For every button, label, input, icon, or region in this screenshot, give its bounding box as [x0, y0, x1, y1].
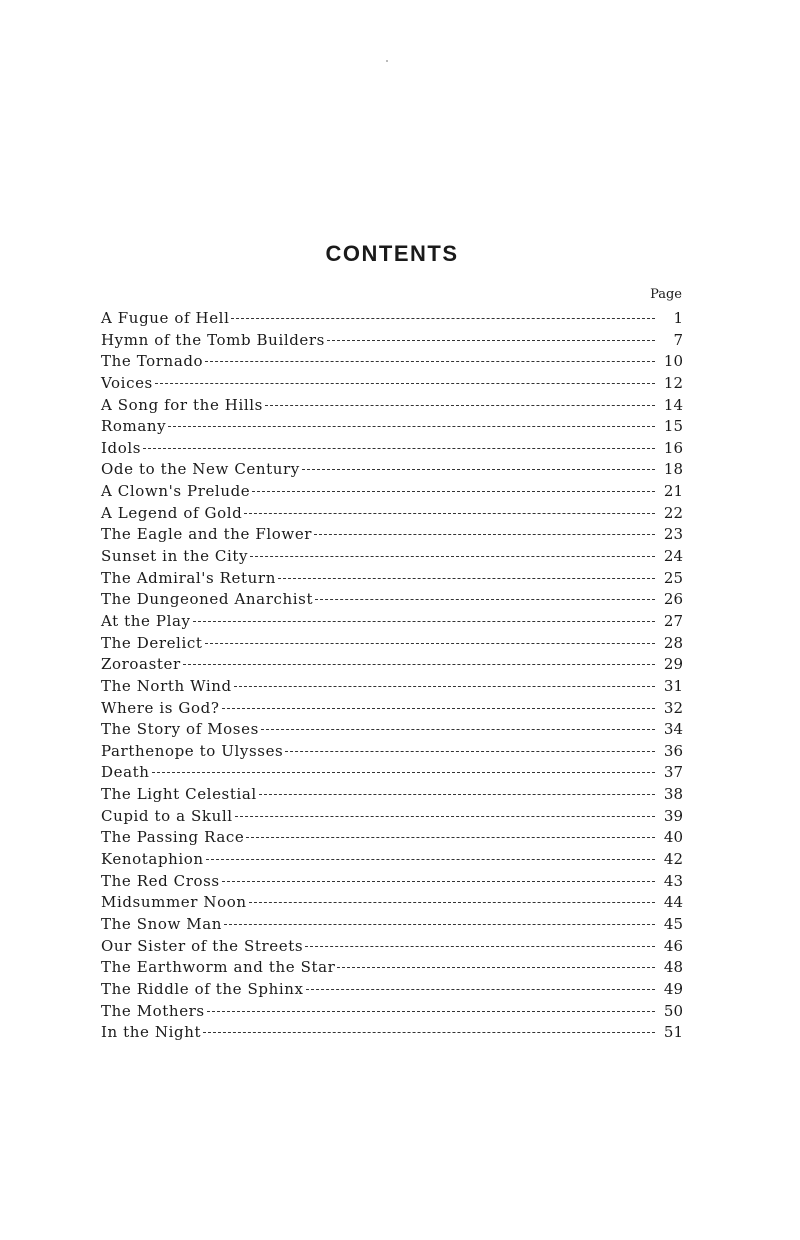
dot-leader	[249, 901, 655, 903]
toc-entry	[101, 654, 683, 676]
toc-entry-page-number: 45	[663, 914, 683, 933]
dot-leader	[234, 685, 655, 687]
dot-leader	[305, 945, 655, 947]
toc-entry-title: The Earthworm and the Star	[101, 958, 336, 977]
dot-leader	[203, 1031, 655, 1033]
toc-entry-page-number: 28	[663, 633, 683, 652]
toc-entry-title: At the Play	[101, 611, 191, 630]
toc-entry	[101, 914, 683, 936]
toc-entry-title: The Snow Man	[101, 914, 223, 933]
toc-entry-page-number: 14	[663, 395, 683, 414]
toc-entry-title: Voices	[101, 373, 153, 392]
toc-entry	[101, 827, 683, 849]
toc-entry-page-number: 25	[663, 568, 683, 587]
dot-leader	[143, 447, 655, 449]
toc-entry-title: Zoroaster	[101, 655, 181, 674]
table-of-contents	[101, 308, 683, 1044]
page-column-label: Page	[650, 287, 682, 302]
contents-heading: CONTENTS	[325, 241, 459, 266]
toc-entry-title: The Light Celestial	[101, 785, 257, 804]
toc-entry-page-number: 12	[663, 373, 683, 392]
dot-leader	[222, 707, 656, 709]
toc-entry	[101, 373, 683, 395]
dot-leader	[314, 533, 655, 535]
dot-leader	[155, 382, 655, 384]
toc-entry	[101, 676, 683, 698]
toc-entry-page-number: 1	[673, 309, 683, 327]
toc-entry-page-number: 21	[663, 482, 683, 501]
toc-entry	[101, 741, 683, 763]
dot-leader	[207, 1010, 655, 1012]
toc-entry-title: The Riddle of the Sphinx	[101, 979, 304, 998]
toc-entry-title: The Red Cross	[101, 871, 220, 890]
toc-entry	[101, 503, 683, 525]
dot-leader	[205, 642, 656, 644]
dot-leader	[250, 555, 655, 557]
toc-entry	[101, 611, 683, 633]
toc-entry-title: The Eagle and the Flower	[101, 525, 313, 544]
toc-entry-page-number: 48	[663, 958, 683, 977]
toc-entry-page-number: 39	[663, 806, 683, 825]
toc-entry	[101, 892, 683, 914]
toc-entry	[101, 762, 683, 784]
toc-entry-title: The Story of Moses	[101, 720, 259, 739]
dot-leader	[261, 728, 655, 730]
toc-entry-page-number: 44	[663, 893, 683, 912]
toc-entry	[101, 351, 683, 373]
dot-leader	[205, 360, 655, 362]
toc-entry-page-number: 7	[673, 330, 683, 349]
toc-entry	[101, 395, 683, 417]
dot-leader	[244, 512, 655, 514]
toc-entry-title: The Derelict	[101, 633, 203, 652]
toc-entry	[101, 698, 683, 720]
toc-entry-title: Parthenope to Ulysses	[101, 741, 284, 760]
toc-entry-page-number: 46	[663, 936, 683, 955]
toc-entry-title: The Mothers	[101, 1001, 205, 1020]
toc-entry-page-number: 10	[663, 352, 683, 371]
toc-entry-page-number: 27	[663, 611, 683, 630]
toc-entry-page-number: 24	[663, 547, 683, 566]
toc-entry	[101, 568, 683, 590]
dot-leader	[327, 339, 655, 341]
toc-entry	[101, 524, 683, 546]
dot-leader	[193, 620, 655, 622]
toc-entry-title: Kenotaphion	[101, 850, 204, 869]
toc-entry-title: The Passing Race	[101, 828, 245, 847]
toc-entry	[101, 459, 683, 481]
dot-leader	[337, 966, 655, 968]
dot-leader	[168, 425, 655, 427]
toc-entry-title: A Fugue of Hell	[101, 309, 230, 327]
toc-entry-title: Idols	[101, 438, 142, 457]
dot-leader	[224, 923, 655, 925]
dot-leader	[222, 880, 655, 882]
toc-entry	[101, 1022, 683, 1044]
toc-entry	[101, 438, 683, 460]
toc-entry-page-number: 22	[663, 503, 683, 522]
toc-entry-page-number: 34	[663, 720, 683, 739]
dot-leader	[278, 577, 655, 579]
toc-entry	[101, 806, 683, 828]
dot-leader	[252, 490, 655, 492]
dot-leader	[246, 836, 655, 838]
dot-leader	[206, 858, 655, 860]
toc-entry	[101, 633, 683, 655]
toc-entry-title: In the Night	[101, 1023, 202, 1042]
toc-entry	[101, 849, 683, 871]
toc-entry-page-number: 18	[663, 460, 683, 479]
toc-entry-page-number: 50	[663, 1001, 683, 1020]
toc-entry-page-number: 43	[663, 871, 683, 890]
toc-entry-page-number: 51	[663, 1023, 683, 1042]
dot-leader	[265, 404, 655, 406]
dot-leader	[235, 815, 655, 817]
toc-entry-title: Cupid to a Skull	[101, 806, 233, 825]
toc-entry-title: Our Sister of the Streets	[101, 936, 304, 955]
toc-entry-title: Ode to the New Century	[101, 460, 300, 479]
toc-entry-page-number: 38	[663, 785, 683, 804]
toc-entry-title: Where is God?	[101, 698, 220, 717]
toc-entry	[101, 979, 683, 1001]
toc-entry-title: A Clown's Prelude	[101, 482, 251, 501]
toc-entry-page-number: 42	[663, 850, 683, 869]
dot-leader	[259, 793, 655, 795]
toc-entry	[101, 481, 683, 503]
dot-leader	[285, 750, 655, 752]
paper-speck	[386, 60, 388, 62]
toc-entry-page-number: 31	[663, 676, 683, 695]
toc-entry-title: Romany	[101, 417, 167, 436]
toc-entry-page-number: 15	[663, 417, 683, 436]
toc-entry-page-number: 26	[663, 590, 683, 609]
toc-entry	[101, 589, 683, 611]
toc-entry	[101, 1001, 683, 1023]
toc-entry	[101, 416, 683, 438]
toc-entry-page-number: 16	[663, 438, 683, 457]
dot-leader	[302, 468, 655, 470]
toc-entry	[101, 871, 683, 893]
dot-leader	[152, 771, 655, 773]
toc-entry-page-number: 40	[663, 828, 683, 847]
toc-entry-title: A Song for the Hills	[101, 395, 263, 414]
toc-entry-page-number: 29	[663, 655, 683, 674]
toc-entry	[101, 957, 683, 979]
toc-entry	[101, 784, 683, 806]
toc-entry-title: Midsummer Noon	[101, 893, 247, 912]
toc-entry	[101, 719, 683, 741]
toc-entry	[101, 546, 683, 568]
toc-entry-page-number: 23	[663, 525, 683, 544]
dot-leader	[231, 317, 655, 319]
toc-entry-title: Death	[101, 763, 150, 782]
toc-entry-title: The Admiral's Return	[101, 568, 276, 587]
toc-entry-title: A Legend of Gold	[101, 503, 243, 522]
toc-entry-title: Sunset in the City	[101, 547, 249, 566]
dot-leader	[315, 598, 655, 600]
toc-entry-title: The Dungeoned Anarchist	[101, 590, 314, 609]
toc-entry	[101, 936, 683, 958]
toc-entry-title: Hymn of the Tomb Builders	[101, 330, 325, 349]
toc-entry-page-number: 49	[663, 979, 683, 998]
toc-entry	[101, 308, 683, 330]
toc-entry	[101, 330, 683, 352]
toc-entry-page-number: 32	[663, 698, 683, 717]
dot-leader	[306, 988, 655, 990]
toc-entry-page-number: 37	[663, 763, 683, 782]
toc-entry-title: The Tornado	[101, 352, 204, 371]
dot-leader	[183, 663, 655, 665]
toc-entry-title: The North Wind	[101, 676, 232, 695]
toc-entry-page-number: 36	[663, 741, 683, 760]
